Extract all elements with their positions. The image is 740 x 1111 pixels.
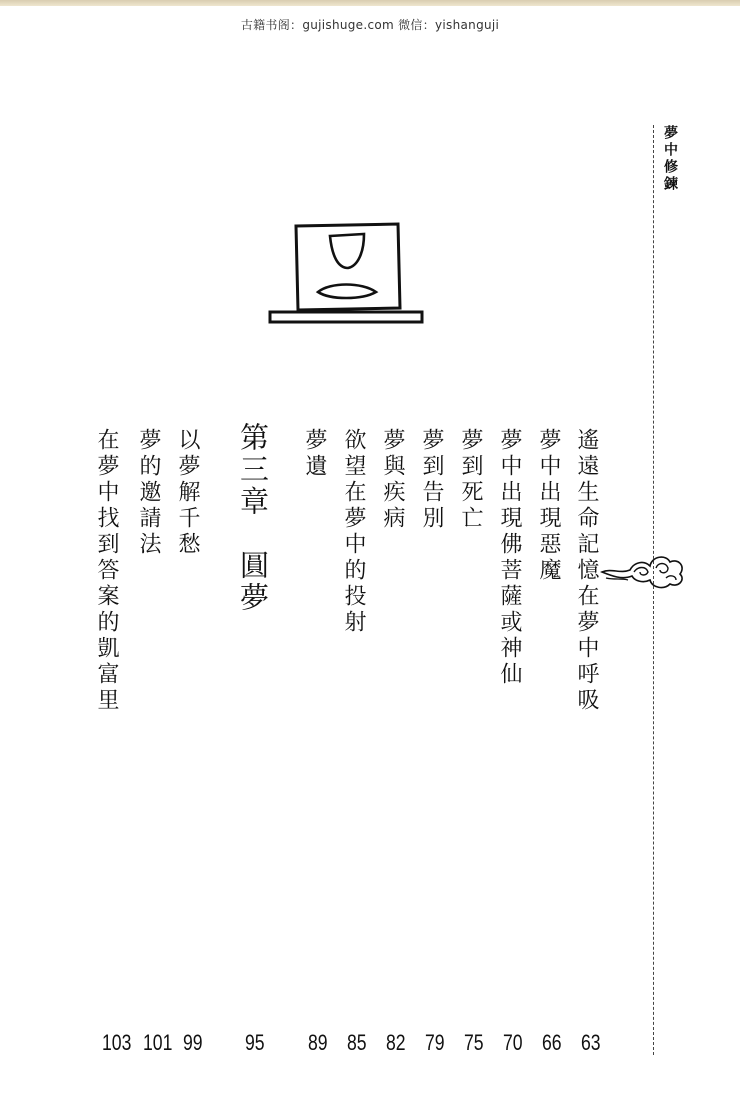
toc-entry: 遙遠生命記憶在夢中呼吸 — [574, 428, 599, 714]
toc-entry: 在夢中找到答案的凱富里 — [94, 428, 119, 714]
page-number: 82 — [386, 1030, 406, 1055]
page-number: 99 — [183, 1030, 203, 1055]
top-border — [0, 0, 740, 6]
watermark: 古籍书阁：gujishuge.com 微信：yishanguji — [240, 18, 500, 32]
toc-entry: 夢的邀請法 — [136, 428, 161, 558]
toc-entry: 夢遺 — [302, 428, 327, 480]
page-number: 89 — [308, 1030, 328, 1055]
page-number: 63 — [581, 1030, 601, 1055]
chapter-heading: 第三章 圓夢 — [236, 422, 270, 614]
toc-entry: 以夢解千愁 — [175, 428, 200, 558]
page-number: 70 — [503, 1030, 523, 1055]
page-number: 95 — [245, 1030, 265, 1055]
altar-box-emblem-icon — [266, 222, 426, 330]
toc-entry: 夢與疾病 — [380, 428, 405, 532]
toc-entry: 夢到死亡 — [458, 428, 483, 532]
margin-divider — [653, 125, 654, 1055]
page-number: 79 — [425, 1030, 445, 1055]
cloud-ornament-icon — [600, 548, 686, 590]
toc-entry: 欲望在夢中的投射 — [341, 428, 366, 636]
page-number: 103 — [102, 1030, 132, 1055]
page-number: 85 — [347, 1030, 367, 1055]
toc-entry: 夢中出現佛菩薩或神仙 — [497, 428, 522, 688]
page-number: 101 — [143, 1030, 173, 1055]
toc-entry: 夢到告別 — [419, 428, 444, 532]
book-title: 夢中修鍊 — [662, 125, 678, 193]
page-number: 75 — [464, 1030, 484, 1055]
toc-entry: 夢中出現惡魔 — [536, 428, 561, 584]
page-number: 66 — [542, 1030, 562, 1055]
